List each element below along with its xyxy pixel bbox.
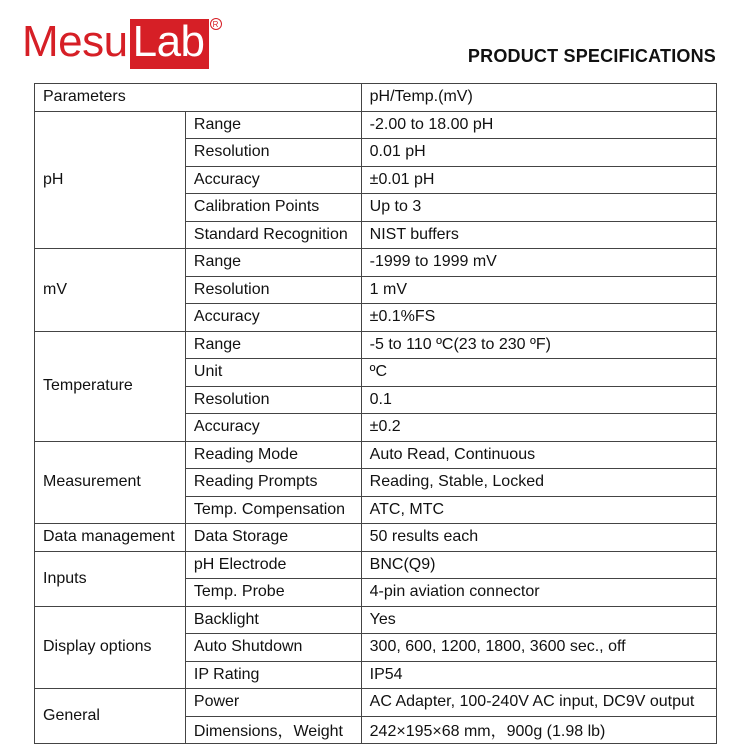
brand-name-box: Lab bbox=[130, 19, 209, 69]
spec-label-cell: IP Rating bbox=[185, 661, 361, 689]
spec-value-cell: 0.1 bbox=[361, 386, 716, 414]
spec-label-cell: Unit bbox=[185, 359, 361, 387]
spec-value-cell: 4-pin aviation connector bbox=[361, 579, 716, 607]
spec-label-cell: Range bbox=[185, 249, 361, 277]
group-name-cell: Inputs bbox=[35, 551, 186, 606]
spec-label-cell: pH Electrode bbox=[185, 551, 361, 579]
spec-label-cell: Data Storage bbox=[185, 524, 361, 552]
spec-value-cell: 0.01 pH bbox=[361, 139, 716, 167]
table-row bbox=[35, 606, 717, 634]
spec-label-cell: Auto Shutdown bbox=[185, 634, 361, 662]
spec-label-cell: Backlight bbox=[185, 606, 361, 634]
spec-label-cell: Reading Mode bbox=[185, 441, 361, 469]
table-row bbox=[35, 249, 717, 277]
spec-value-cell: ±0.1%FS bbox=[361, 304, 716, 332]
spec-label-cell: Accuracy bbox=[185, 414, 361, 442]
header-parameters: Parameters bbox=[35, 84, 362, 112]
spec-value-cell: -5 to 110 ºC(23 to 230 ºF) bbox=[361, 331, 716, 359]
group-name-cell: pH bbox=[35, 111, 186, 249]
spec-value-cell: -1999 to 1999 mV bbox=[361, 249, 716, 277]
group-name-cell: Data management bbox=[35, 524, 186, 552]
spec-label-cell: Reading Prompts bbox=[185, 469, 361, 497]
spec-value-cell: Auto Read, Continuous bbox=[361, 441, 716, 469]
group-name-cell: Display options bbox=[35, 606, 186, 689]
table-row bbox=[35, 551, 717, 579]
spec-label-cell: Power bbox=[185, 689, 361, 717]
spec-value-cell: Yes bbox=[361, 606, 716, 634]
table-row bbox=[35, 331, 717, 359]
spec-label-cell: Resolution bbox=[185, 276, 361, 304]
spec-value-cell: 300, 600, 1200, 1800, 3600 sec., off bbox=[361, 634, 716, 662]
spec-value-cell: NIST buffers bbox=[361, 221, 716, 249]
table-row bbox=[35, 524, 717, 552]
spec-value-cell: ±0.01 pH bbox=[361, 166, 716, 194]
spec-value-cell: Reading, Stable, Locked bbox=[361, 469, 716, 497]
table-row bbox=[35, 111, 717, 139]
brand-logo bbox=[22, 16, 222, 68]
spec-label-cell: Resolution bbox=[185, 386, 361, 414]
table-header-row bbox=[35, 84, 717, 112]
group-name-cell: General bbox=[35, 689, 186, 744]
group-name-cell: mV bbox=[35, 249, 186, 332]
group-name-cell: Measurement bbox=[35, 441, 186, 524]
spec-value-cell: -2.00 to 18.00 pH bbox=[361, 111, 716, 139]
spec-label-cell: Accuracy bbox=[185, 166, 361, 194]
spec-label-cell: Range bbox=[185, 331, 361, 359]
spec-value-cell: BNC(Q9) bbox=[361, 551, 716, 579]
spec-value-cell: ºC bbox=[361, 359, 716, 387]
brand-name-text: Mesu bbox=[22, 17, 128, 66]
spec-label-cell: Resolution bbox=[185, 139, 361, 167]
spec-label-cell: Range bbox=[185, 111, 361, 139]
group-name-cell: Temperature bbox=[35, 331, 186, 441]
header-value: pH/Temp.(mV) bbox=[361, 84, 716, 112]
spec-value-cell: 1 mV bbox=[361, 276, 716, 304]
spec-value-cell: Up to 3 bbox=[361, 194, 716, 222]
page-title: PRODUCT SPECIFICATIONS bbox=[467, 46, 716, 66]
table-row bbox=[35, 441, 717, 469]
spec-value-cell: IP54 bbox=[361, 661, 716, 689]
spec-value-cell: 242×195×68 mm，900g (1.98 lb) bbox=[361, 716, 716, 744]
spec-value-cell: ±0.2 bbox=[361, 414, 716, 442]
spec-label-cell: Temp. Probe bbox=[185, 579, 361, 607]
spec-label-cell: Standard Recognition bbox=[185, 221, 361, 249]
spec-value-cell: 50 results each bbox=[361, 524, 716, 552]
spec-label-cell: Calibration Points bbox=[185, 194, 361, 222]
table-row bbox=[35, 689, 717, 717]
spec-table bbox=[34, 83, 717, 744]
spec-label-cell: Temp. Compensation bbox=[185, 496, 361, 524]
spec-value-cell: ATC, MTC bbox=[361, 496, 716, 524]
spec-label-cell: Dimensions，Weight bbox=[185, 716, 361, 744]
spec-value-cell: AC Adapter, 100-240V AC input, DC9V output bbox=[361, 689, 716, 717]
registered-mark-icon: R bbox=[210, 18, 222, 30]
spec-label-cell: Accuracy bbox=[185, 304, 361, 332]
